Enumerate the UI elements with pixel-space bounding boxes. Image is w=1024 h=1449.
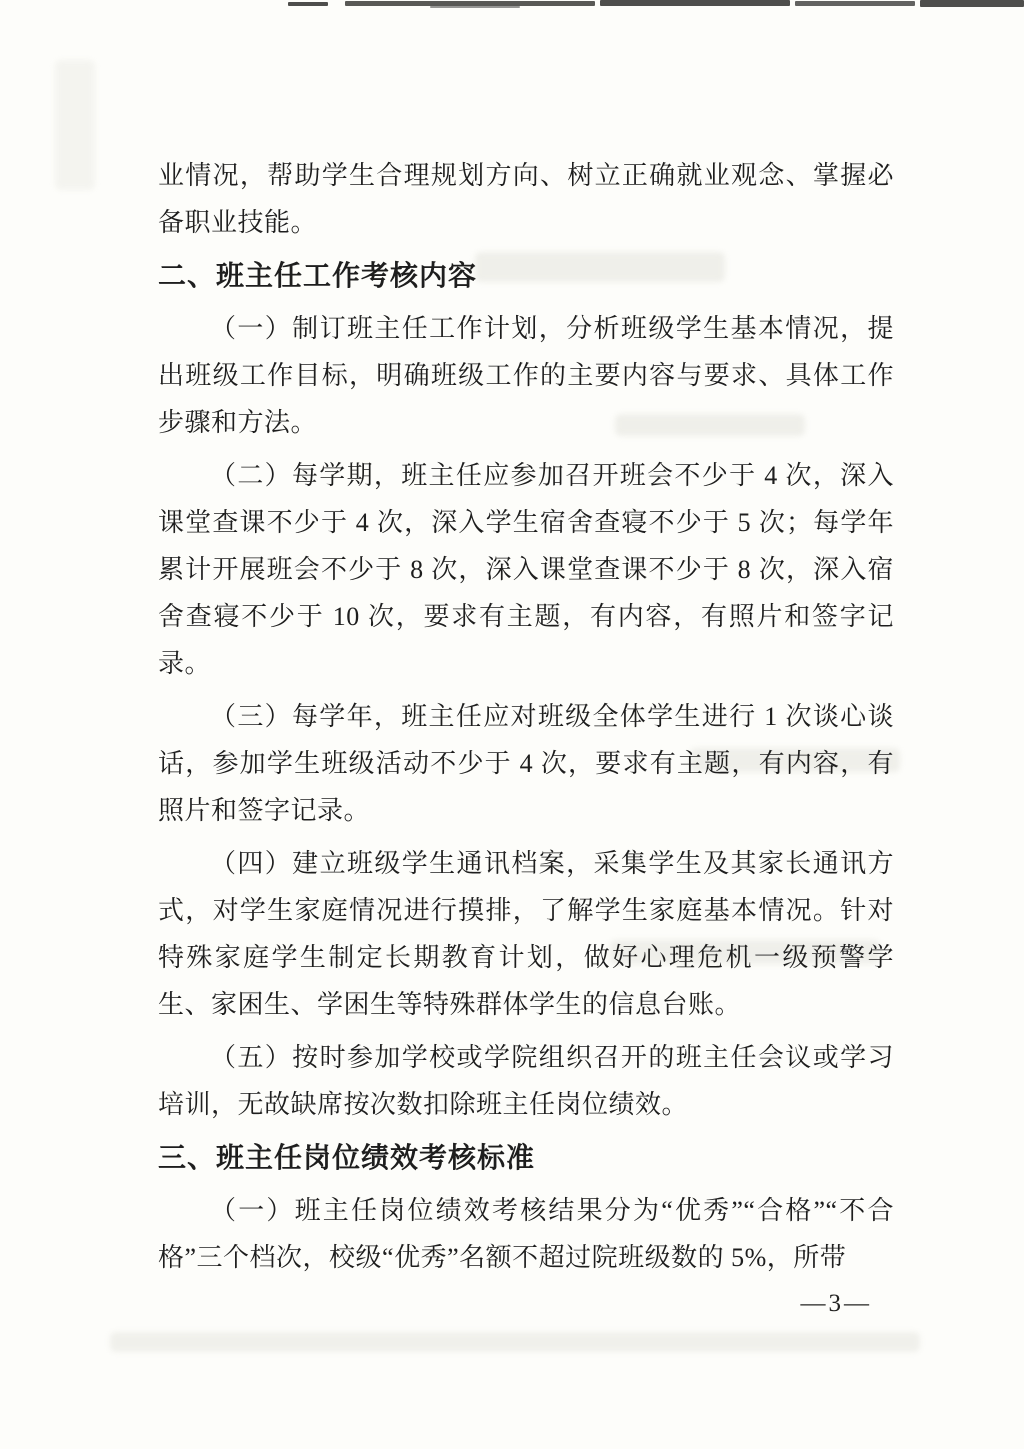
ink-bleed-smudge (110, 1332, 920, 1352)
section-heading-3: 三、班主任岗位绩效考核标准 (158, 1142, 536, 1173)
page-number: —3— (800, 1290, 872, 1317)
paragraph-item-1: （一）制订班主任工作计划，分析班级学生基本情况，提出班级工作目标，明确班级工作的主要内容与要求、具体工作步骤和方法。 (158, 314, 894, 437)
document-body (158, 152, 894, 1281)
paragraph-continuation: 业情况，帮助学生合理规划方向、树立正确就业观念、掌握必备职业技能。 (158, 161, 894, 237)
paragraph-item-3: （三）每学年，班主任应对班级全体学生进行 1 次谈心谈话，参加学生班级活动不少于 4 次，要求有主题，有内容，有照片和签字记录。 (158, 702, 894, 825)
paragraph-item-2: （二）每学期，班主任应参加召开班会不少于 4 次，深入课堂查课不少于 4 次，深入学生宿舍查寝不少于 5 次；每学年累计开展班会不少于 8 次，深入课堂查课不少于 8 次，深入宿舍查寝不少于 10 次，要求有主题，有内容，有照片和签字记录。 (158, 461, 894, 678)
paragraph-item-5: （五）按时参加学校或学院组织召开的班主任会议或学习培训，无故缺席按次数扣除班主任岗位绩效。 (158, 1043, 894, 1119)
ink-bleed-smudge (55, 60, 95, 190)
section-heading-2: 二、班主任工作考核内容 (158, 260, 478, 291)
paragraph-item-4: （四）建立班级学生通讯档案，采集学生及其家长通讯方式，对学生家庭情况进行摸排，了解学生家庭基本情况。针对特殊家庭学生制定长期教育计划，做好心理危机一级预警学生、家困生、学困生等特殊群体学生的信息台账。 (158, 849, 894, 1019)
paragraph-item-6: （一）班主任岗位绩效考核结果分为“优秀”“合格”“不合格”三个档次，校级“优秀”名额不超过院班级数的 5%，所带 (158, 1196, 894, 1272)
